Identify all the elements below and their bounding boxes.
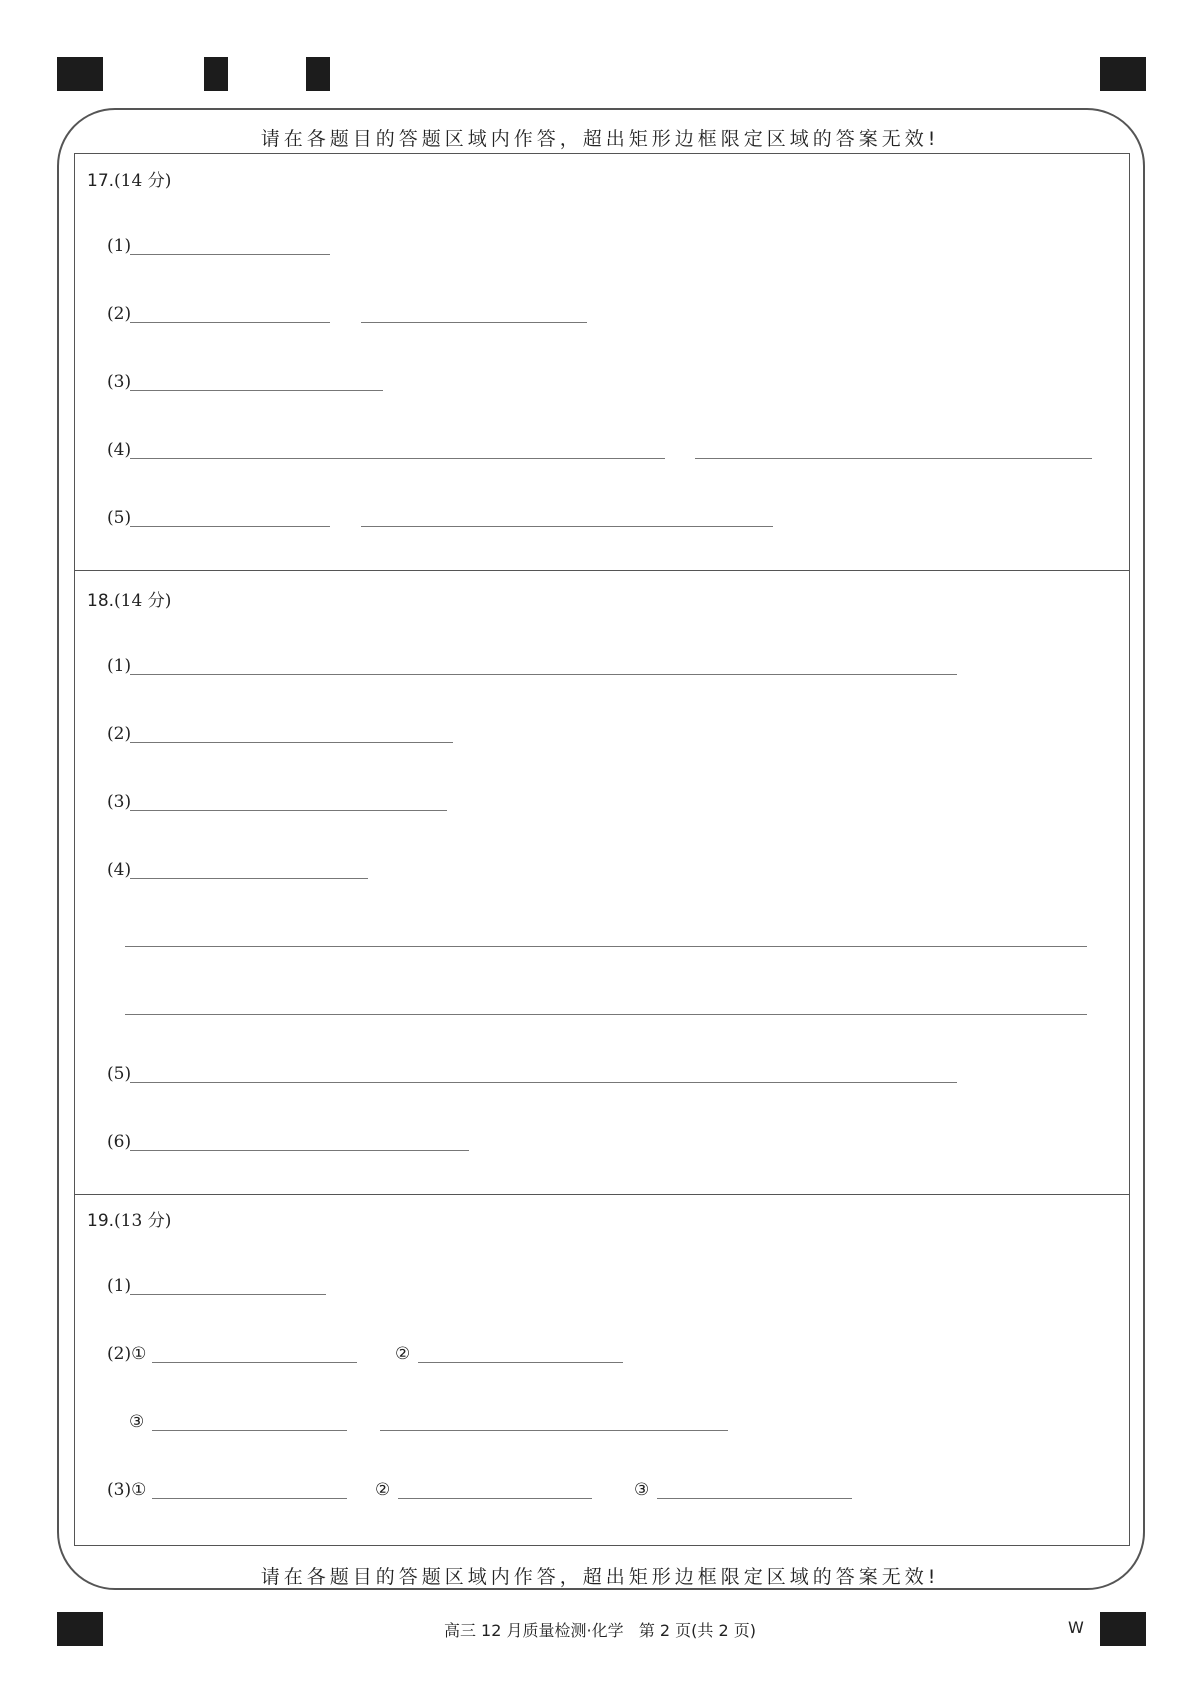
item-label: (1) bbox=[107, 1276, 132, 1296]
item-label: ③ bbox=[634, 1480, 650, 1500]
answer-blank[interactable] bbox=[130, 878, 368, 879]
item-label: ③ bbox=[129, 1412, 145, 1432]
item-label: (1) bbox=[107, 656, 132, 676]
page-footer: 高三 12 月质量检测·化学 第 2 页(共 2 页) bbox=[443, 1621, 757, 1640]
item-label: (4) bbox=[107, 860, 132, 880]
answer-blank[interactable] bbox=[152, 1430, 347, 1431]
item-label: (2)① bbox=[107, 1344, 147, 1364]
answer-blank[interactable] bbox=[130, 742, 453, 743]
item-label: (1) bbox=[107, 236, 132, 256]
answer-blank[interactable] bbox=[130, 1082, 957, 1083]
item-label: (4) bbox=[107, 440, 132, 460]
item-label: (3) bbox=[107, 792, 132, 812]
answer-blank[interactable] bbox=[125, 1014, 1087, 1015]
item-label: (5) bbox=[107, 1064, 132, 1084]
version-code: W bbox=[1068, 1618, 1084, 1637]
item-label: (6) bbox=[107, 1132, 132, 1152]
answer-blank[interactable] bbox=[130, 526, 330, 527]
answer-blank[interactable] bbox=[361, 322, 587, 323]
answer-blank[interactable] bbox=[657, 1498, 852, 1499]
question-number: 18. bbox=[87, 591, 115, 611]
answer-blank[interactable] bbox=[130, 1150, 469, 1151]
question-number: 17. bbox=[87, 171, 115, 191]
item-label: (2) bbox=[107, 724, 132, 744]
item-label: (5) bbox=[107, 508, 132, 528]
question-points: (14 分) bbox=[114, 591, 172, 611]
item-label: ② bbox=[395, 1344, 411, 1364]
answer-blank[interactable] bbox=[130, 810, 447, 811]
answer-blank[interactable] bbox=[130, 674, 957, 675]
notice-top: 请在各题目的答题区域内作答，超出矩形边框限定区域的答案无效! bbox=[260, 128, 940, 150]
answer-blank[interactable] bbox=[152, 1362, 357, 1363]
answer-blank[interactable] bbox=[130, 254, 330, 255]
answer-blank[interactable] bbox=[130, 1294, 326, 1295]
section-divider bbox=[74, 570, 1130, 571]
registration-mark-top-2 bbox=[204, 57, 228, 91]
answer-area-box bbox=[74, 153, 1130, 1546]
notice-bottom: 请在各题目的答题区域内作答，超出矩形边框限定区域的答案无效! bbox=[260, 1566, 940, 1588]
answer-blank[interactable] bbox=[130, 458, 665, 459]
question-17-heading bbox=[87, 166, 171, 191]
answer-blank[interactable] bbox=[125, 946, 1087, 947]
question-number: 19. bbox=[87, 1211, 115, 1231]
section-divider bbox=[74, 1194, 1130, 1195]
answer-blank[interactable] bbox=[130, 322, 330, 323]
answer-blank[interactable] bbox=[152, 1498, 347, 1499]
answer-blank[interactable] bbox=[130, 390, 383, 391]
question-19-heading bbox=[87, 1206, 171, 1231]
answer-blank[interactable] bbox=[398, 1498, 592, 1499]
question-points: (13 分) bbox=[114, 1211, 172, 1231]
answer-blank[interactable] bbox=[380, 1430, 728, 1431]
registration-mark-top-right bbox=[1100, 57, 1146, 91]
answer-blank[interactable] bbox=[361, 526, 773, 527]
answer-blank[interactable] bbox=[418, 1362, 623, 1363]
question-points: (14 分) bbox=[114, 171, 172, 191]
question-18-heading bbox=[87, 586, 171, 611]
item-label: (3)① bbox=[107, 1480, 147, 1500]
registration-mark-top-left bbox=[57, 57, 103, 91]
answer-blank[interactable] bbox=[695, 458, 1092, 459]
registration-mark-top-3 bbox=[306, 57, 330, 91]
item-label: (2) bbox=[107, 304, 132, 324]
item-label: (3) bbox=[107, 372, 132, 392]
item-label: ② bbox=[375, 1480, 391, 1500]
